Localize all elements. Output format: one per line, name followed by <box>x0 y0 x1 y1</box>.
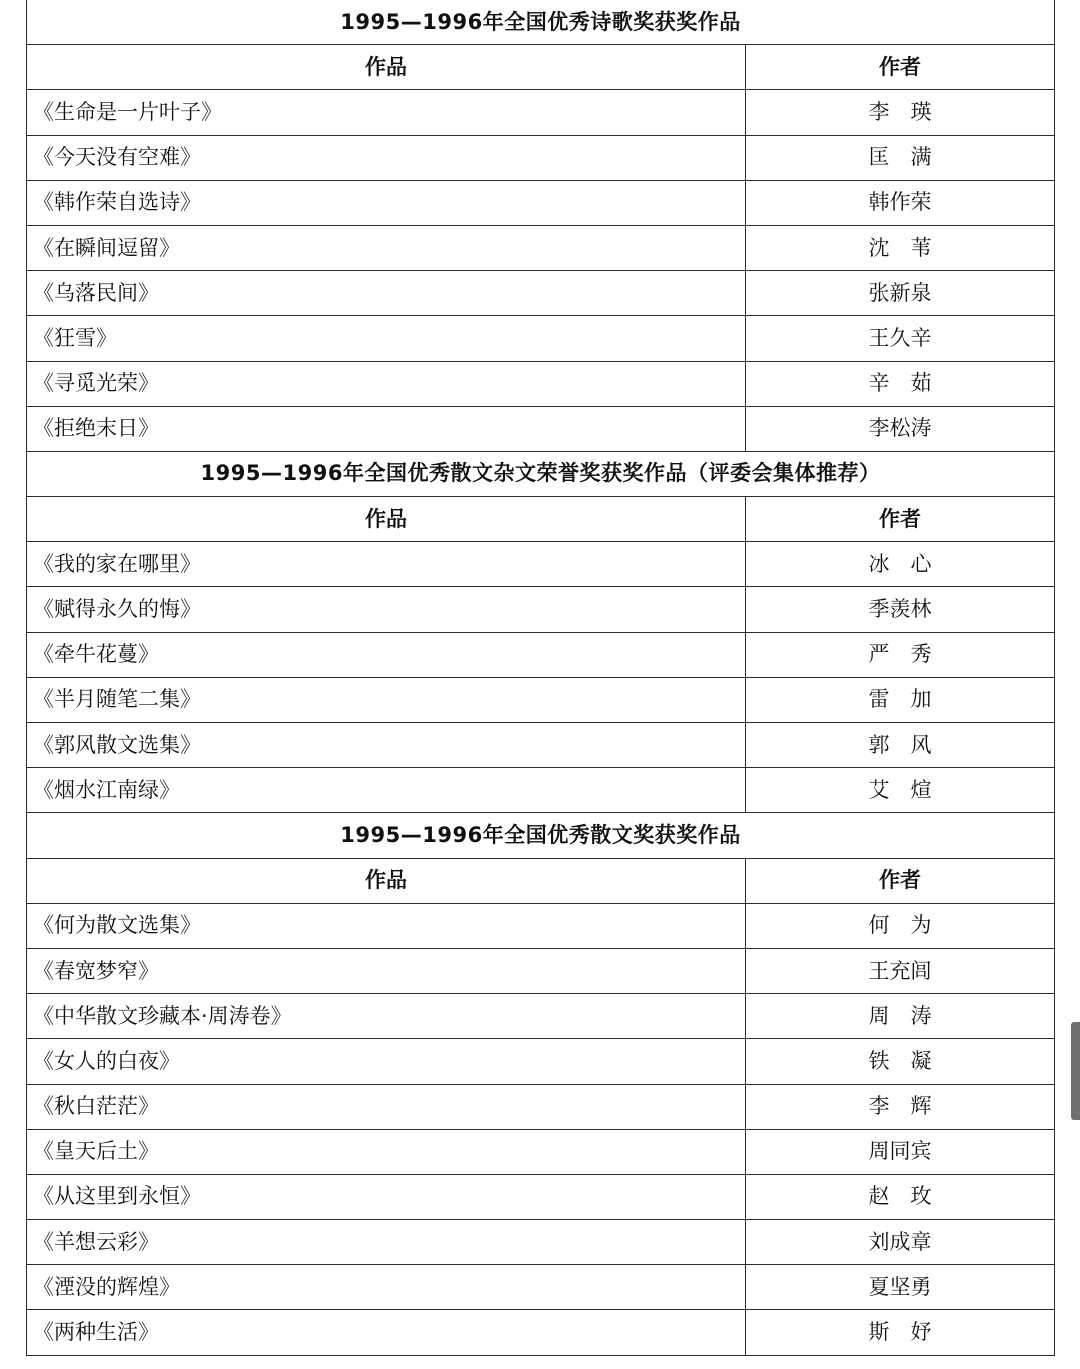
table-row <box>27 632 1055 677</box>
author-name: 铁 凝 <box>868 1048 932 1073</box>
author-cell <box>746 180 1055 225</box>
table-row <box>27 1039 1055 1084</box>
table-row <box>27 90 1055 135</box>
table-row <box>27 723 1055 768</box>
author-cell <box>746 948 1055 993</box>
work-title-cell: 《牵牛花蔓》 <box>27 632 746 677</box>
author-name: 韩作荣 <box>868 190 932 215</box>
author-cell <box>746 1220 1055 1265</box>
work-title-cell: 《皇天后土》 <box>27 1129 746 1174</box>
author-name: 沈 苇 <box>868 235 932 260</box>
author-cell <box>746 1129 1055 1174</box>
awards-document <box>26 0 1054 1356</box>
column-header-row <box>27 858 1055 903</box>
author-name: 李松涛 <box>868 416 932 441</box>
section-title: 1995—1996年全国优秀散文奖获奖作品 <box>27 813 1055 858</box>
work-title-cell: 《秋白茫茫》 <box>27 1084 746 1129</box>
work-title-cell: 《今天没有空难》 <box>27 135 746 180</box>
author-name: 王充闾 <box>868 958 932 983</box>
author-cell <box>746 1265 1055 1310</box>
section-title: 1995—1996年全国优秀诗歌奖获奖作品 <box>27 0 1055 45</box>
section-title: 1995—1996年全国优秀散文杂文荣誉奖获奖作品（评委会集体推荐） <box>27 451 1055 496</box>
author-cell <box>746 1039 1055 1084</box>
author-cell <box>746 542 1055 587</box>
author-name: 张新泉 <box>868 280 932 305</box>
author-cell <box>746 1174 1055 1219</box>
section-title-row <box>27 813 1055 858</box>
author-column-header: 作者 <box>746 497 1055 542</box>
table-row <box>27 1220 1055 1265</box>
table-row <box>27 361 1055 406</box>
work-title-cell: 《羊想云彩》 <box>27 1220 746 1265</box>
author-cell <box>746 225 1055 270</box>
work-title-cell: 《拒绝末日》 <box>27 406 746 451</box>
work-title-cell: 《赋得永久的悔》 <box>27 587 746 632</box>
section-title-row <box>27 451 1055 496</box>
author-name: 冰 心 <box>868 551 932 576</box>
author-name: 严 秀 <box>868 642 932 667</box>
table-row <box>27 677 1055 722</box>
author-name: 匡 满 <box>868 145 932 170</box>
work-title-cell: 《何为散文选集》 <box>27 903 746 948</box>
work-title-cell: 《女人的白夜》 <box>27 1039 746 1084</box>
column-header-row <box>27 497 1055 542</box>
work-title-cell: 《乌落民间》 <box>27 271 746 316</box>
author-cell <box>746 316 1055 361</box>
table-row <box>27 1129 1055 1174</box>
author-cell <box>746 632 1055 677</box>
author-cell <box>746 135 1055 180</box>
table-row <box>27 1084 1055 1129</box>
table-row <box>27 587 1055 632</box>
author-cell <box>746 1310 1055 1355</box>
table-row <box>27 406 1055 451</box>
author-cell <box>746 90 1055 135</box>
work-title-cell: 《春宽梦窄》 <box>27 948 746 993</box>
table-row <box>27 225 1055 270</box>
author-name: 刘成章 <box>868 1229 932 1254</box>
author-name: 李 瑛 <box>868 99 932 124</box>
awards-table-body <box>27 0 1055 1355</box>
author-cell <box>746 361 1055 406</box>
section-title-row <box>27 0 1055 45</box>
author-cell <box>746 723 1055 768</box>
author-name: 雷 加 <box>868 687 932 712</box>
author-cell <box>746 903 1055 948</box>
author-name: 王久辛 <box>868 325 932 350</box>
work-title-cell: 《中华散文珍藏本·周涛卷》 <box>27 994 746 1039</box>
table-row <box>27 271 1055 316</box>
table-row <box>27 542 1055 587</box>
work-title-cell: 《郭风散文选集》 <box>27 723 746 768</box>
table-row <box>27 135 1055 180</box>
author-column-header: 作者 <box>746 858 1055 903</box>
work-title-cell: 《半月随笔二集》 <box>27 677 746 722</box>
scrollbar-thumb[interactable] <box>1071 1022 1080 1120</box>
work-column-header: 作品 <box>27 858 746 903</box>
work-column-header: 作品 <box>27 45 746 90</box>
author-cell <box>746 768 1055 813</box>
author-cell <box>746 677 1055 722</box>
awards-table <box>26 0 1055 1356</box>
author-cell <box>746 1084 1055 1129</box>
table-row <box>27 903 1055 948</box>
author-name: 周同宾 <box>868 1139 932 1164</box>
author-cell <box>746 406 1055 451</box>
author-cell <box>746 271 1055 316</box>
table-row <box>27 1310 1055 1355</box>
author-name: 赵 玫 <box>868 1184 932 1209</box>
work-title-cell: 《生命是一片叶子》 <box>27 90 746 135</box>
work-title-cell: 《从这里到永恒》 <box>27 1174 746 1219</box>
table-row <box>27 948 1055 993</box>
author-name: 周 涛 <box>868 1003 932 1028</box>
work-title-cell: 《湮没的辉煌》 <box>27 1265 746 1310</box>
table-row <box>27 994 1055 1039</box>
author-name: 李 辉 <box>868 1094 932 1119</box>
author-column-header: 作者 <box>746 45 1055 90</box>
author-cell <box>746 994 1055 1039</box>
author-name: 斯 妤 <box>868 1320 932 1345</box>
author-name: 郭 风 <box>868 732 932 757</box>
author-name: 艾 煊 <box>868 777 932 802</box>
work-title-cell: 《两种生活》 <box>27 1310 746 1355</box>
author-name: 何 为 <box>868 913 932 938</box>
work-title-cell: 《狂雪》 <box>27 316 746 361</box>
author-cell <box>746 587 1055 632</box>
column-header-row <box>27 45 1055 90</box>
table-row <box>27 1174 1055 1219</box>
author-name: 辛 茹 <box>868 371 932 396</box>
work-title-cell: 《寻觅光荣》 <box>27 361 746 406</box>
table-row <box>27 768 1055 813</box>
table-row <box>27 1265 1055 1310</box>
table-row <box>27 180 1055 225</box>
work-title-cell: 《烟水江南绿》 <box>27 768 746 813</box>
author-name: 季羡林 <box>868 597 932 622</box>
work-title-cell: 《在瞬间逗留》 <box>27 225 746 270</box>
work-title-cell: 《韩作荣自选诗》 <box>27 180 746 225</box>
table-row <box>27 316 1055 361</box>
work-column-header: 作品 <box>27 497 746 542</box>
author-name: 夏坚勇 <box>868 1274 932 1299</box>
work-title-cell: 《我的家在哪里》 <box>27 542 746 587</box>
